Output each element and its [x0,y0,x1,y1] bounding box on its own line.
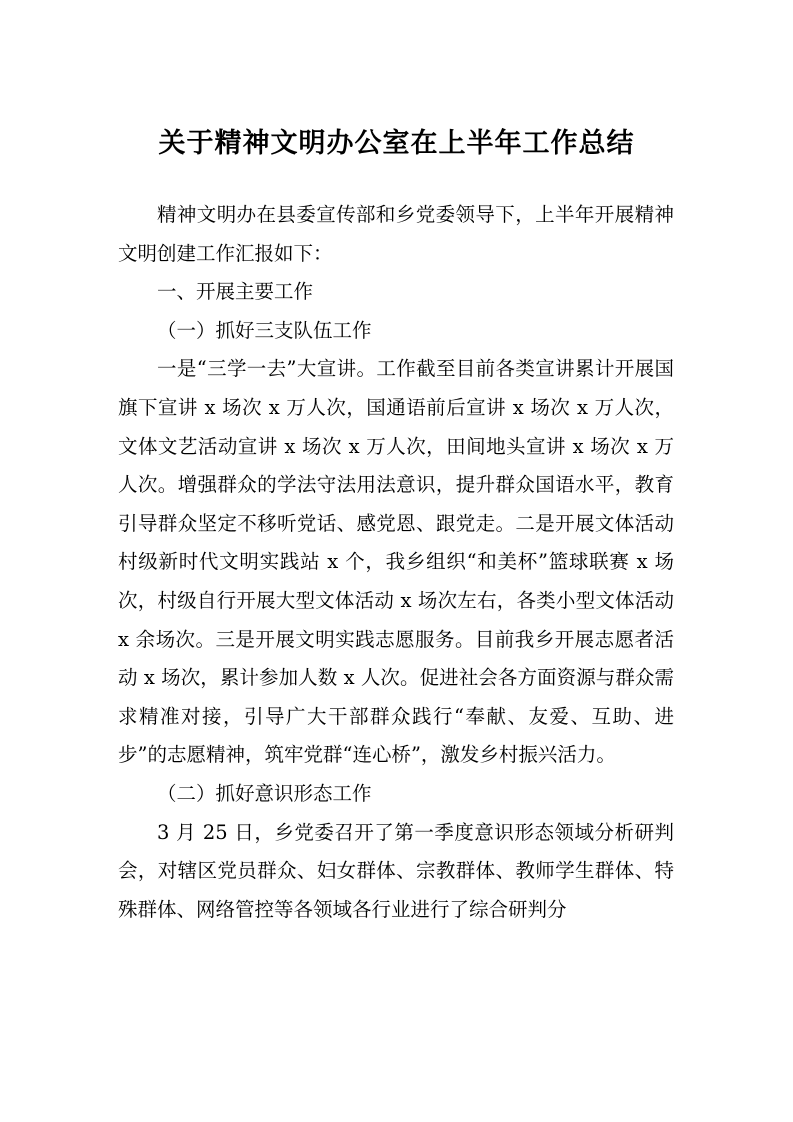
subheading-three-teams: （一）抓好三支队伍工作 [157,318,372,342]
paragraph-ideology: 3 月 25 日，乡党委召开了第一季度意识形态领域分析研判会，对辖区党员群众、妇女群体、宗教群体、教师学生群体、特殊群体、网络管控等各领域各行业进行了综合研判分 [118,820,674,921]
paragraph-intro: 精神文明办在县委宣传部和乡党委领导下，上半年开展精神文明创建工作汇报如下： [118,203,674,265]
heading-main-work: 一、开展主要工作 [157,280,314,304]
subheading-ideology: （二）抓好意识形态工作 [157,781,372,805]
document-title: 关于精神文明办公室在上半年工作总结 [158,128,635,159]
paragraph-three-teams: 一是“三学一去”大宣讲。工作截至目前各类宣讲累计开展国旗下宣讲 x 场次 x 万人次，国通语前后宣讲 x 场次 x 万人次，文体文艺活动宣讲 x 场次 x 万人次，田间地头宣讲 x 场次 x 万人次。增强群众的学法守法用法意识，提升群众国语水平，教育引导群众坚定不移听党话、感党恩、跟党走。二是开展文体活动村级新时代文明实践站 x 个，我乡组织“和美杯”篮球联赛 x 场次，村级自行开展大型文体活动 x 场次左右，各类小型文体活动 x 余场次。三是开展文明实践志愿服务。目前我乡开展志愿者活动 x 场次，累计参加人数 x 人次。促进社会各方面资源与群众需求精准对接，引导广大干部群众践行“奉献、友爱、互助、进步”的志愿精神，筑牢党群“连心桥”，激发乡村振兴活力。 [118,357,674,767]
document-body [118,196,674,929]
